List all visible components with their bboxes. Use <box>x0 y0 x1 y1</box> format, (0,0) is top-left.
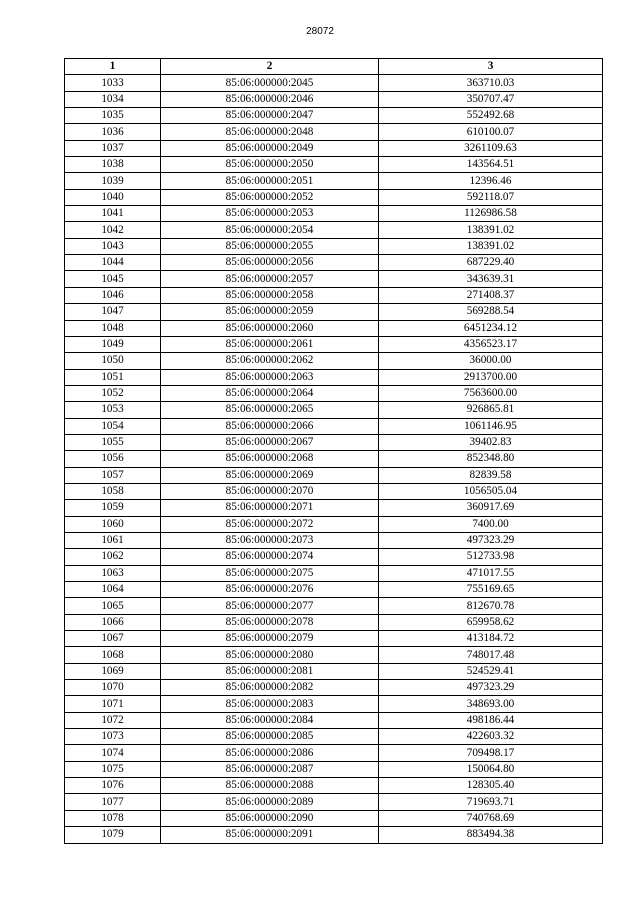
cadastral-number-cell: 85:06:000000:2080 <box>161 647 379 663</box>
cadastral-number-cell: 85:06:000000:2086 <box>161 745 379 761</box>
cadastral-number-cell: 85:06:000000:2051 <box>161 173 379 189</box>
value-cell: 350707.47 <box>379 91 603 107</box>
row-number-cell: 1033 <box>65 75 161 91</box>
value-cell: 128305.40 <box>379 778 603 794</box>
cadastral-number-cell: 85:06:000000:2078 <box>161 614 379 630</box>
row-number-cell: 1034 <box>65 91 161 107</box>
row-number-cell: 1078 <box>65 810 161 826</box>
value-cell: 413184.72 <box>379 631 603 647</box>
table-row <box>65 516 603 532</box>
table-row <box>65 255 603 271</box>
value-cell: 748017.48 <box>379 647 603 663</box>
table-row <box>65 353 603 369</box>
table-row <box>65 810 603 826</box>
table-row <box>65 680 603 696</box>
row-number-cell: 1048 <box>65 320 161 336</box>
cadastral-number-cell: 85:06:000000:2054 <box>161 222 379 238</box>
table-row <box>65 173 603 189</box>
value-cell: 36000.00 <box>379 353 603 369</box>
cadastral-number-cell: 85:06:000000:2065 <box>161 402 379 418</box>
cadastral-number-cell: 85:06:000000:2055 <box>161 238 379 254</box>
row-number-cell: 1050 <box>65 353 161 369</box>
table-row <box>65 451 603 467</box>
table-row <box>65 320 603 336</box>
value-cell: 343639.31 <box>379 271 603 287</box>
table-row <box>65 500 603 516</box>
row-number-cell: 1053 <box>65 402 161 418</box>
cadastral-number-cell: 85:06:000000:2064 <box>161 385 379 401</box>
table-row <box>65 647 603 663</box>
cadastral-number-cell: 85:06:000000:2053 <box>161 206 379 222</box>
row-number-cell: 1038 <box>65 157 161 173</box>
cadastral-number-cell: 85:06:000000:2085 <box>161 729 379 745</box>
cadastral-number-cell: 85:06:000000:2088 <box>161 778 379 794</box>
table-row <box>65 157 603 173</box>
value-cell: 6451234.12 <box>379 320 603 336</box>
cadastral-number-cell: 85:06:000000:2075 <box>161 565 379 581</box>
value-cell: 755169.65 <box>379 582 603 598</box>
table-row <box>65 124 603 140</box>
table-row <box>65 598 603 614</box>
table-row <box>65 582 603 598</box>
cadastral-number-cell: 85:06:000000:2087 <box>161 761 379 777</box>
value-cell: 592118.07 <box>379 189 603 205</box>
cadastral-number-cell: 85:06:000000:2056 <box>161 255 379 271</box>
value-cell: 740768.69 <box>379 810 603 826</box>
row-number-cell: 1057 <box>65 467 161 483</box>
cadastral-number-cell: 85:06:000000:2079 <box>161 631 379 647</box>
row-number-cell: 1047 <box>65 304 161 320</box>
column-header-1: 1 <box>65 59 161 75</box>
value-cell: 1126986.58 <box>379 206 603 222</box>
value-cell: 719693.71 <box>379 794 603 810</box>
table-row <box>65 385 603 401</box>
row-number-cell: 1073 <box>65 729 161 745</box>
cadastral-number-cell: 85:06:000000:2081 <box>161 663 379 679</box>
row-number-cell: 1069 <box>65 663 161 679</box>
table-row <box>65 418 603 434</box>
row-number-cell: 1042 <box>65 222 161 238</box>
row-number-cell: 1077 <box>65 794 161 810</box>
value-cell: 1061146.95 <box>379 418 603 434</box>
value-cell: 498186.44 <box>379 712 603 728</box>
row-number-cell: 1079 <box>65 827 161 843</box>
value-cell: 659958.62 <box>379 614 603 630</box>
value-cell: 926865.81 <box>379 402 603 418</box>
value-cell: 471017.55 <box>379 565 603 581</box>
value-cell: 82839.58 <box>379 467 603 483</box>
row-number-cell: 1066 <box>65 614 161 630</box>
value-cell: 552492.68 <box>379 108 603 124</box>
value-cell: 2913700.00 <box>379 369 603 385</box>
table-row <box>65 287 603 303</box>
row-number-cell: 1061 <box>65 532 161 548</box>
row-number-cell: 1041 <box>65 206 161 222</box>
column-header-3: 3 <box>379 59 603 75</box>
cadastral-number-cell: 85:06:000000:2070 <box>161 483 379 499</box>
value-cell: 7563600.00 <box>379 385 603 401</box>
value-cell: 143564.51 <box>379 157 603 173</box>
table-row <box>65 483 603 499</box>
table-row <box>65 745 603 761</box>
row-number-cell: 1035 <box>65 108 161 124</box>
row-number-cell: 1060 <box>65 516 161 532</box>
table-row <box>65 91 603 107</box>
row-number-cell: 1044 <box>65 255 161 271</box>
table-row <box>65 761 603 777</box>
value-cell: 524529.41 <box>379 663 603 679</box>
table-row <box>65 696 603 712</box>
cadastral-number-cell: 85:06:000000:2050 <box>161 157 379 173</box>
header-row <box>65 59 603 75</box>
table-row <box>65 189 603 205</box>
cadastral-number-cell: 85:06:000000:2082 <box>161 680 379 696</box>
cadastral-number-cell: 85:06:000000:2073 <box>161 532 379 548</box>
cadastral-number-cell: 85:06:000000:2049 <box>161 140 379 156</box>
cadastral-number-cell: 85:06:000000:2046 <box>161 91 379 107</box>
row-number-cell: 1040 <box>65 189 161 205</box>
row-number-cell: 1065 <box>65 598 161 614</box>
table-row <box>65 434 603 450</box>
value-cell: 687229.40 <box>379 255 603 271</box>
cadastral-number-cell: 85:06:000000:2058 <box>161 287 379 303</box>
cadastral-number-cell: 85:06:000000:2062 <box>161 353 379 369</box>
row-number-cell: 1037 <box>65 140 161 156</box>
row-number-cell: 1064 <box>65 582 161 598</box>
value-cell: 497323.29 <box>379 532 603 548</box>
value-cell: 138391.02 <box>379 238 603 254</box>
table-row <box>65 238 603 254</box>
table-row <box>65 75 603 91</box>
row-number-cell: 1076 <box>65 778 161 794</box>
value-cell: 363710.03 <box>379 75 603 91</box>
table-row <box>65 565 603 581</box>
cadastral-number-cell: 85:06:000000:2071 <box>161 500 379 516</box>
row-number-cell: 1068 <box>65 647 161 663</box>
table-row <box>65 712 603 728</box>
value-cell: 883494.38 <box>379 827 603 843</box>
cadastral-number-cell: 85:06:000000:2090 <box>161 810 379 826</box>
table-row <box>65 336 603 352</box>
cadastral-number-cell: 85:06:000000:2063 <box>161 369 379 385</box>
table-row <box>65 631 603 647</box>
value-cell: 610100.07 <box>379 124 603 140</box>
cadastral-number-cell: 85:06:000000:2045 <box>161 75 379 91</box>
table-row <box>65 402 603 418</box>
table-row <box>65 532 603 548</box>
cadastral-number-cell: 85:06:000000:2076 <box>161 582 379 598</box>
table-row <box>65 304 603 320</box>
table-row <box>65 794 603 810</box>
cadastral-number-cell: 85:06:000000:2074 <box>161 549 379 565</box>
table-header <box>65 59 603 75</box>
table-row <box>65 827 603 843</box>
cadastral-number-cell: 85:06:000000:2083 <box>161 696 379 712</box>
table-row <box>65 663 603 679</box>
table-row <box>65 549 603 565</box>
row-number-cell: 1045 <box>65 271 161 287</box>
cadastral-number-cell: 85:06:000000:2089 <box>161 794 379 810</box>
row-number-cell: 1036 <box>65 124 161 140</box>
table-row <box>65 614 603 630</box>
value-cell: 12396.46 <box>379 173 603 189</box>
cadastral-number-cell: 85:06:000000:2068 <box>161 451 379 467</box>
row-number-cell: 1049 <box>65 336 161 352</box>
row-number-cell: 1055 <box>65 434 161 450</box>
cadastral-number-cell: 85:06:000000:2072 <box>161 516 379 532</box>
row-number-cell: 1075 <box>65 761 161 777</box>
row-number-cell: 1046 <box>65 287 161 303</box>
cadastral-number-cell: 85:06:000000:2059 <box>161 304 379 320</box>
page-number: 28072 <box>306 26 334 37</box>
value-cell: 812670.78 <box>379 598 603 614</box>
row-number-cell: 1056 <box>65 451 161 467</box>
row-number-cell: 1062 <box>65 549 161 565</box>
cadastral-number-cell: 85:06:000000:2091 <box>161 827 379 843</box>
cadastral-number-cell: 85:06:000000:2061 <box>161 336 379 352</box>
value-cell: 497323.29 <box>379 680 603 696</box>
value-cell: 852348.80 <box>379 451 603 467</box>
row-number-cell: 1059 <box>65 500 161 516</box>
table-row <box>65 369 603 385</box>
row-number-cell: 1054 <box>65 418 161 434</box>
table-row <box>65 467 603 483</box>
cadastral-number-cell: 85:06:000000:2067 <box>161 434 379 450</box>
cadastral-number-cell: 85:06:000000:2057 <box>161 271 379 287</box>
table-row <box>65 222 603 238</box>
value-cell: 348693.00 <box>379 696 603 712</box>
row-number-cell: 1058 <box>65 483 161 499</box>
cadastral-number-cell: 85:06:000000:2077 <box>161 598 379 614</box>
table-row <box>65 778 603 794</box>
column-header-2: 2 <box>161 59 379 75</box>
table-row <box>65 206 603 222</box>
table-row <box>65 108 603 124</box>
value-cell: 360917.69 <box>379 500 603 516</box>
row-number-cell: 1043 <box>65 238 161 254</box>
value-cell: 512733.98 <box>379 549 603 565</box>
row-number-cell: 1052 <box>65 385 161 401</box>
cadastral-number-cell: 85:06:000000:2060 <box>161 320 379 336</box>
cadastral-number-cell: 85:06:000000:2052 <box>161 189 379 205</box>
table-row <box>65 271 603 287</box>
row-number-cell: 1070 <box>65 680 161 696</box>
value-cell: 150064.80 <box>379 761 603 777</box>
row-number-cell: 1067 <box>65 631 161 647</box>
row-number-cell: 1074 <box>65 745 161 761</box>
cadastral-number-cell: 85:06:000000:2066 <box>161 418 379 434</box>
value-cell: 422603.32 <box>379 729 603 745</box>
value-cell: 7400.00 <box>379 516 603 532</box>
value-cell: 569288.54 <box>379 304 603 320</box>
table-row <box>65 729 603 745</box>
data-table <box>64 58 603 844</box>
value-cell: 271408.37 <box>379 287 603 303</box>
row-number-cell: 1039 <box>65 173 161 189</box>
table-row <box>65 140 603 156</box>
row-number-cell: 1063 <box>65 565 161 581</box>
value-cell: 3261109.63 <box>379 140 603 156</box>
cadastral-number-cell: 85:06:000000:2048 <box>161 124 379 140</box>
row-number-cell: 1051 <box>65 369 161 385</box>
value-cell: 138391.02 <box>379 222 603 238</box>
value-cell: 39402.83 <box>379 434 603 450</box>
table-body <box>65 75 603 843</box>
value-cell: 709498.17 <box>379 745 603 761</box>
row-number-cell: 1071 <box>65 696 161 712</box>
row-number-cell: 1072 <box>65 712 161 728</box>
value-cell: 1056505.04 <box>379 483 603 499</box>
cadastral-number-cell: 85:06:000000:2084 <box>161 712 379 728</box>
value-cell: 4356523.17 <box>379 336 603 352</box>
cadastral-number-cell: 85:06:000000:2047 <box>161 108 379 124</box>
cadastral-number-cell: 85:06:000000:2069 <box>161 467 379 483</box>
